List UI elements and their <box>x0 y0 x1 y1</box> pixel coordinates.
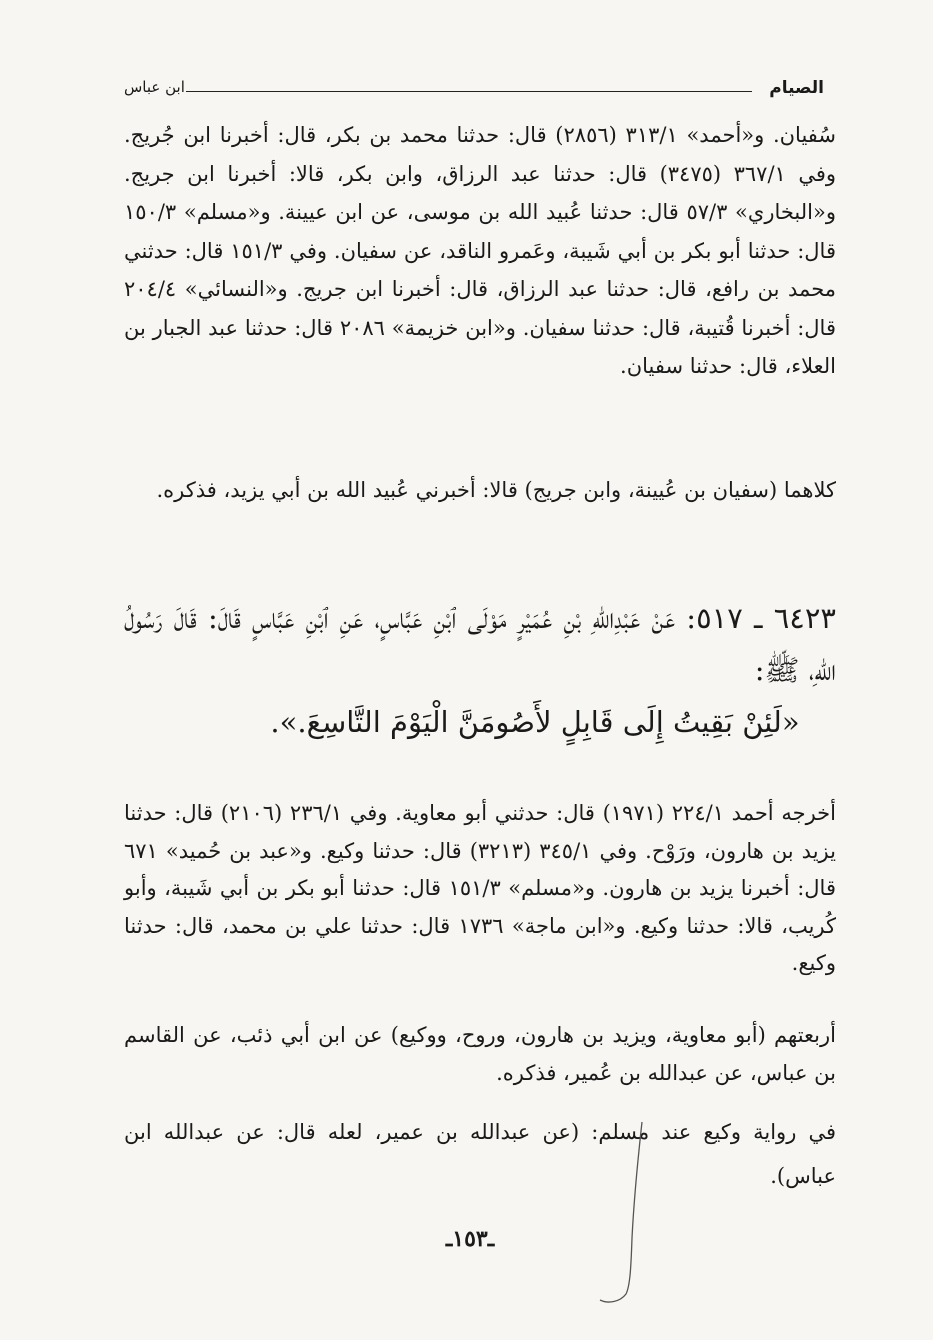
note-paragraph <box>124 1110 836 1198</box>
running-header <box>124 78 824 106</box>
book-title: الصيام <box>769 78 824 98</box>
paragraph-text: أخرجه أحمد ٢٢٤/١ (١٩٧١) قال: حدثني أبو معاوية. وفي ٢٣٦/١ (٢١٠٦) قال: حدثنا يزيد بن هارون، ورَوْح. وفي ٣٤٥/١ (٣٢١٣) قال: حدثنا وكيع. و«عبد بن حُميد» ٦٧١ قال: أخبرنا يزيد بن هارون. و«مسلم» ١٥١/٣ قال: حدثنا أبو بكر بن أبي شَيبة، وأبو كُريب، قالا: حدثنا وكيع. و«ابن ماجة» ١٧٣٦ قال: حدثنا علي بن محمد، قال: حدثنا وكيع. <box>124 801 837 975</box>
header-rule <box>186 91 752 92</box>
pen-mark-decoration <box>596 1118 656 1308</box>
paragraph-text: في رواية وكيع عند مسلم: (عن عبدالله بن عمير، لعله قال: عن عبدالله ابن عباس). <box>124 1120 836 1188</box>
chapter-title: ابن عباس <box>124 78 185 96</box>
takhrij-paragraph-2 <box>124 468 836 513</box>
takhrij-paragraph-3 <box>124 795 836 983</box>
paragraph-text: كلاهما (سفيان بن عُيينة، وابن جريج) قالا: أخبرني عُبيد الله بن أبي يزيد، فذكره. <box>156 478 836 502</box>
takhrij-paragraph-4 <box>124 1016 836 1092</box>
paragraph-text: سُفيان. و«أحمد» ٣١٣/١ (٢٨٥٦) قال: حدثنا محمد بن بكر، قال: أخبرنا ابن جُريج. وفي ٣٦٧/١ (٣٤٧٥) قال: حدثنا عبد الرزاق، وابن بكر، قالا: أخبرنا ابن جريج. و«البخاري» ٥٧/٣ قال: حدثنا عُبيد الله بن موسى، عن ابن عيينة. و«مسلم» ١٥٠/٣ قال: حدثنا أبو بكر بن أبي شَيبة، وعَمرو الناقد، عن سفيان. وفي ١٥١/٣ قال: حدثني محمد بن رافع، قال: حدثنا عبد الرزاق، قال: أخبرنا ابن جريج. و«النسائي» ٢٠٤/٤ قال: أخبرنا قُتيبة، قال: حدثنا سفيان. و«ابن خزيمة» ٢٠٨٦ قال: حدثنا عبد الجبار بن العلاء، قال: حدثنا سفيان. <box>124 123 837 378</box>
hadith-text <box>124 592 836 748</box>
hadith-intro: ٦٤٢٣ ـ ٥١٧: عَنْ عَبْدِاللّهِ بْنِ عُمَيْرٍ مَوْلَى ٱبْنِ عَبَّاسٍ، عَنِ ٱبْنِ عَبَّاسٍ قَالَ: قَالَ رَسُولُ اللّهِ، ﷺ: <box>124 601 836 687</box>
paragraph-text: أربعتهم (أبو معاوية، ويزيد بن هارون، وروح، ووكيع) عن ابن أبي ذئب، عن القاسم بن عباس، عن عبدالله بن عُمير، فذكره. <box>124 1023 836 1085</box>
hadith-matn: «لَئِنْ بَقِيتُ إِلَى قَابِلٍ لأَصُومَنَّ الْيَوْمَ التَّاسِعَ.». <box>270 705 800 739</box>
page-number: ـ١٥٣ـ <box>445 1226 495 1252</box>
takhrij-paragraph-1 <box>124 116 836 386</box>
